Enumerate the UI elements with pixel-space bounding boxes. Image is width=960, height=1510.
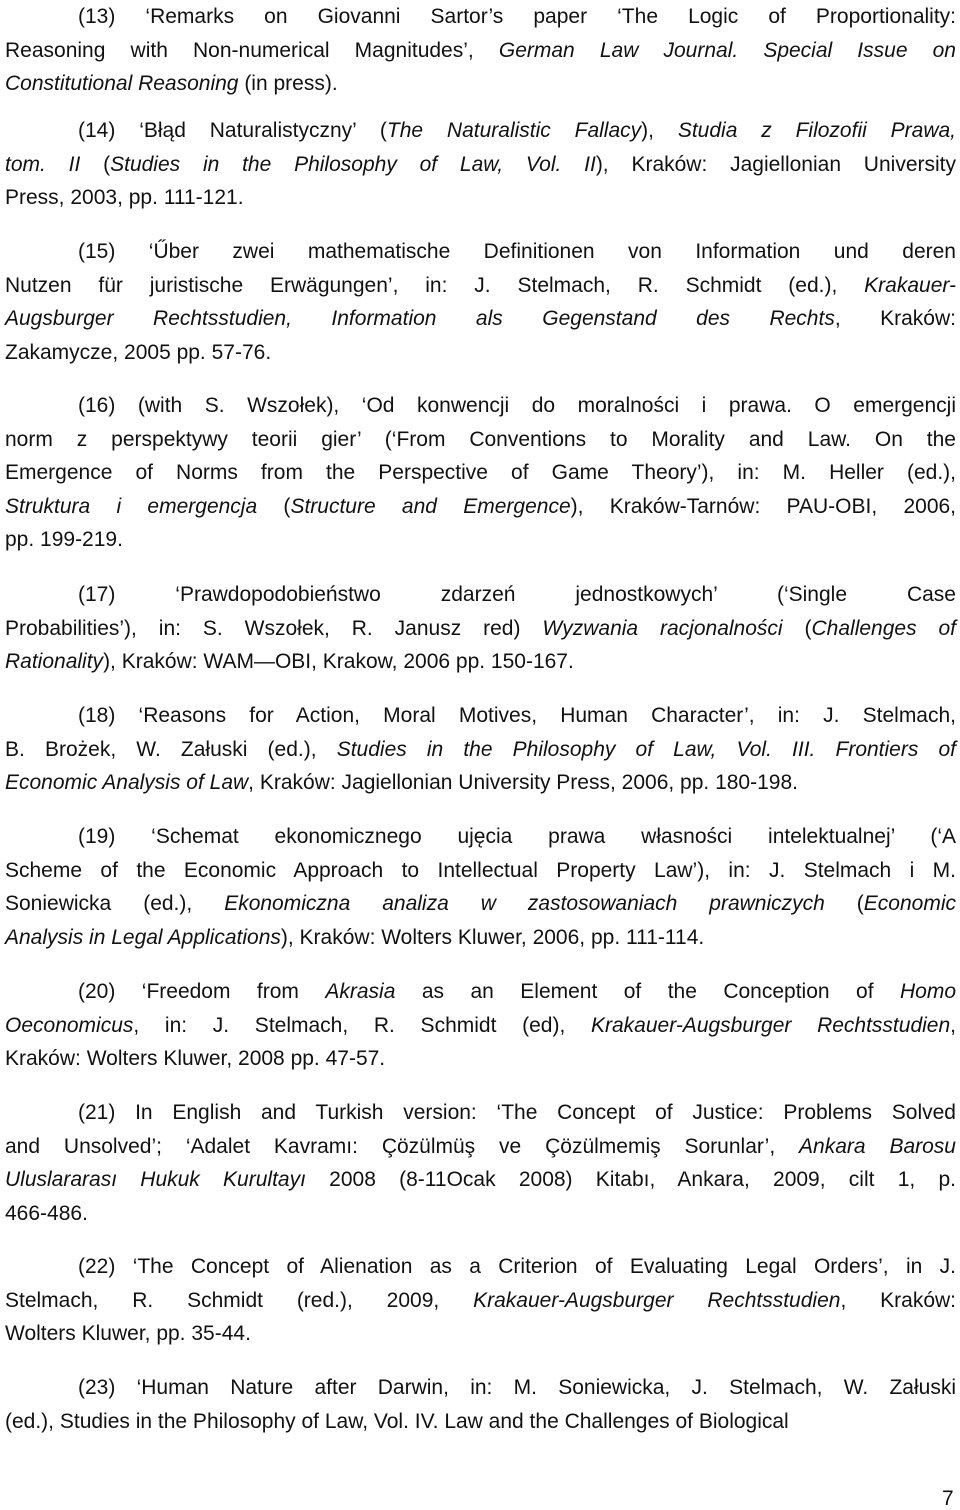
italic-text-segment: Economic xyxy=(863,892,956,916)
bibliography-entry-23 xyxy=(5,1371,956,1438)
italic-text-segment: Uluslararası Hukuk Kurultayı xyxy=(5,1168,306,1192)
bibliography-entry-15 xyxy=(5,235,956,369)
text-segment: ( xyxy=(824,892,864,916)
text-segment: (23) ‘Human Nature after Darwin, in: M. Soniewicka, J. Stelmach, W. Załuski xyxy=(78,1376,956,1399)
entry-line xyxy=(5,389,956,423)
text-segment: , xyxy=(950,1013,956,1037)
entry-line xyxy=(5,578,956,612)
entry-line xyxy=(5,854,956,888)
bibliography-entry-22 xyxy=(5,1250,956,1351)
entry-line xyxy=(5,523,956,557)
text-segment: (21) In English and Turkish version: ‘The Concept of Justice: Problems Solved xyxy=(78,1101,956,1124)
text-segment: Soniewicka (ed.), xyxy=(5,892,225,916)
italic-text-segment: German Law Journal. Special Issue on xyxy=(498,38,956,62)
page-number: 7 xyxy=(942,1487,954,1510)
entry-line xyxy=(5,1009,956,1043)
entry-line xyxy=(5,456,956,490)
entry-line xyxy=(5,1405,956,1439)
text-segment: Zakamycze, 2005 pp. 57-76. xyxy=(5,340,272,364)
entry-line xyxy=(5,1197,956,1231)
text-segment: , Kraków: xyxy=(834,307,956,331)
entry-line xyxy=(5,1163,956,1197)
text-segment: as an Element of the Conception of xyxy=(395,980,900,1003)
text-segment: (22) ‘The Concept of Alienation as a Criterion of Evaluating Legal Orders’, in J. xyxy=(78,1255,956,1278)
text-segment: (20) ‘Freedom from xyxy=(78,980,326,1003)
text-segment: Emergence of Norms from the Perspective of Game Theory’), in: M. Heller (ed.), xyxy=(5,461,956,485)
entry-line xyxy=(5,733,956,767)
text-segment: (13) ‘Remarks on Giovanni Sartor’s paper ‘The Logic of Proportionality: xyxy=(78,5,956,28)
bibliography-entry-21 xyxy=(5,1096,956,1230)
italic-text-segment: Studia z Filozofii Prawa, xyxy=(677,119,956,142)
entry-line xyxy=(5,269,956,303)
entry-line xyxy=(5,699,956,733)
text-segment: Kraków: Wolters Kluwer, 2008 pp. 47-57. xyxy=(5,1047,386,1071)
italic-text-segment: Krakauer-Augsburger Rechtsstudien xyxy=(473,1288,841,1312)
entry-line xyxy=(5,67,956,101)
italic-text-segment: Constitutional Reasoning xyxy=(5,72,239,96)
entry-line xyxy=(5,1130,956,1164)
italic-text-segment: Homo xyxy=(899,980,957,1003)
entry-line xyxy=(5,1096,956,1130)
italic-text-segment: Oeconomicus xyxy=(5,1013,134,1037)
entry-line xyxy=(5,1042,956,1076)
text-segment: and Unsolved’; ‘Adalet Kavramı: Çözülmüş ve Çözülmemiş Sorunlar’, xyxy=(5,1134,800,1158)
italic-text-segment: Krakauer-Augsburger Rechtsstudien xyxy=(590,1013,951,1037)
italic-text-segment: Ankara Barosu xyxy=(799,1134,956,1158)
text-segment: ), Kraków-Tarnów: PAU-OBI, 2006, xyxy=(570,494,957,518)
italic-text-segment: Structure and Emergence xyxy=(290,494,571,518)
text-segment: ), xyxy=(641,119,678,142)
text-segment: (14) ‘Błąd Naturalistyczny’ ( xyxy=(78,119,387,142)
text-segment: (17) ‘Prawdopodobieństwo zdarzeń jednostkowych’ (‘Single Case xyxy=(78,583,956,606)
entry-line xyxy=(5,612,956,646)
text-segment: Nutzen für juristische Erwägungen’, in: J. Stelmach, R. Schmidt (ed.), xyxy=(5,273,865,297)
entry-line xyxy=(5,181,956,215)
bibliography-entry-16 xyxy=(5,389,956,557)
entry-line xyxy=(5,336,956,370)
text-segment: Press, 2003, pp. 111-121. xyxy=(5,186,244,210)
text-segment: Wolters Kluwer, pp. 35-44. xyxy=(5,1322,251,1346)
entry-line xyxy=(5,1284,956,1318)
text-segment: Reasoning with Non-numerical Magnitudes’, xyxy=(5,38,499,62)
entry-line xyxy=(5,820,956,854)
text-segment: ( xyxy=(782,616,812,640)
italic-text-segment: Wyzwania racjonalności xyxy=(542,616,783,640)
italic-text-segment: Akrasia xyxy=(325,980,396,1003)
entry-line xyxy=(5,302,956,336)
text-segment: ( xyxy=(80,152,111,176)
bibliography-entry-19 xyxy=(5,820,956,954)
italic-text-segment: tom. II xyxy=(5,152,81,176)
bibliography-entry-18 xyxy=(5,699,956,800)
text-segment: , in: J. Stelmach, R. Schmidt (ed), xyxy=(133,1013,591,1037)
entry-line xyxy=(5,114,956,148)
entry-line xyxy=(5,235,956,269)
text-segment: , Kraków: Jagiellonian University Press, 2006, pp. 180-198. xyxy=(248,771,798,795)
italic-text-segment: Ekonomiczna analiza w zastosowaniach prawniczych xyxy=(224,892,825,916)
italic-text-segment: Challenges of xyxy=(811,616,957,640)
entry-line xyxy=(5,887,956,921)
text-segment: pp. 199-219. xyxy=(5,528,123,552)
entry-line xyxy=(5,423,956,457)
text-segment: (15) ‘Űber zwei mathematische Definitionen von Information und deren xyxy=(78,240,956,263)
entry-line xyxy=(5,1317,956,1351)
text-segment: ), Kraków: Wolters Kluwer, 2006, pp. 111-114. xyxy=(280,925,705,949)
entry-line xyxy=(5,766,956,800)
italic-text-segment: Struktura i emergencja xyxy=(5,494,258,518)
text-segment: ( xyxy=(257,494,291,518)
entry-line xyxy=(5,1371,956,1405)
text-segment: (18) ‘Reasons for Action, Moral Motives, Human Character’, in: J. Stelmach, xyxy=(78,704,956,727)
entry-line xyxy=(5,0,956,34)
entry-line xyxy=(5,34,956,68)
italic-text-segment: Studies in the Philosophy of Law, Vol. II xyxy=(110,152,596,176)
text-segment: 466-486. xyxy=(5,1201,88,1225)
bibliography-entry-17 xyxy=(5,578,956,679)
entry-line xyxy=(5,490,956,524)
entry-line xyxy=(5,975,956,1009)
italic-text-segment: The Naturalistic Fallacy xyxy=(386,119,642,142)
entry-line xyxy=(5,921,956,955)
bibliography-entry-14 xyxy=(5,114,956,215)
italic-text-segment: Studies in the Philosophy of Law, Vol. III. Frontiers of xyxy=(336,737,956,761)
bibliography-entry-13 xyxy=(5,0,956,101)
italic-text-segment: Rationality xyxy=(5,650,104,674)
bibliography-entry-20 xyxy=(5,975,956,1076)
entry-line xyxy=(5,1250,956,1284)
text-segment: ), Kraków: Jagiellonian University xyxy=(595,152,956,176)
text-segment: 2008 (8-11Ocak 2008) Kitabı, Ankara, 2009, cilt 1, p. xyxy=(305,1168,956,1192)
text-segment: ), Kraków: WAM—OBI, Krakow, 2006 pp. 150-167. xyxy=(103,650,574,674)
text-segment: B. Brożek, W. Załuski (ed.), xyxy=(5,737,337,761)
text-segment: Probabilities’), in: S. Wszołek, R. Janusz red) xyxy=(5,616,543,640)
entry-line xyxy=(5,645,956,679)
text-segment: norm z perspektywy teorii gier’ (‘From Conventions to Morality and Law. On the xyxy=(5,427,956,451)
text-segment: (16) (with S. Wszołek), ‘Od konwencji do moralności i prawa. O emergencji xyxy=(78,394,956,417)
text-segment: (ed.), Studies in the Philosophy of Law, Vol. IV. Law and the Challenges of Biological xyxy=(5,1409,789,1433)
text-segment: , Kraków: xyxy=(840,1288,957,1312)
text-segment: Scheme of the Economic Approach to Intellectual Property Law’), in: J. Stelmach i M. xyxy=(5,858,956,882)
text-segment: Stelmach, R. Schmidt (red.), 2009, xyxy=(5,1288,474,1312)
text-segment: (in press). xyxy=(238,72,338,96)
italic-text-segment: Augsburger Rechtsstudien, Information als Gegenstand des Rechts xyxy=(5,307,835,331)
italic-text-segment: Krakauer- xyxy=(864,273,956,297)
italic-text-segment: Analysis in Legal Applications xyxy=(5,925,281,949)
italic-text-segment: Economic Analysis of Law xyxy=(5,771,249,795)
text-segment: (19) ‘Schemat ekonomicznego ujęcia prawa własności intelektualnej’ (‘A xyxy=(78,825,956,848)
entry-line xyxy=(5,148,956,182)
